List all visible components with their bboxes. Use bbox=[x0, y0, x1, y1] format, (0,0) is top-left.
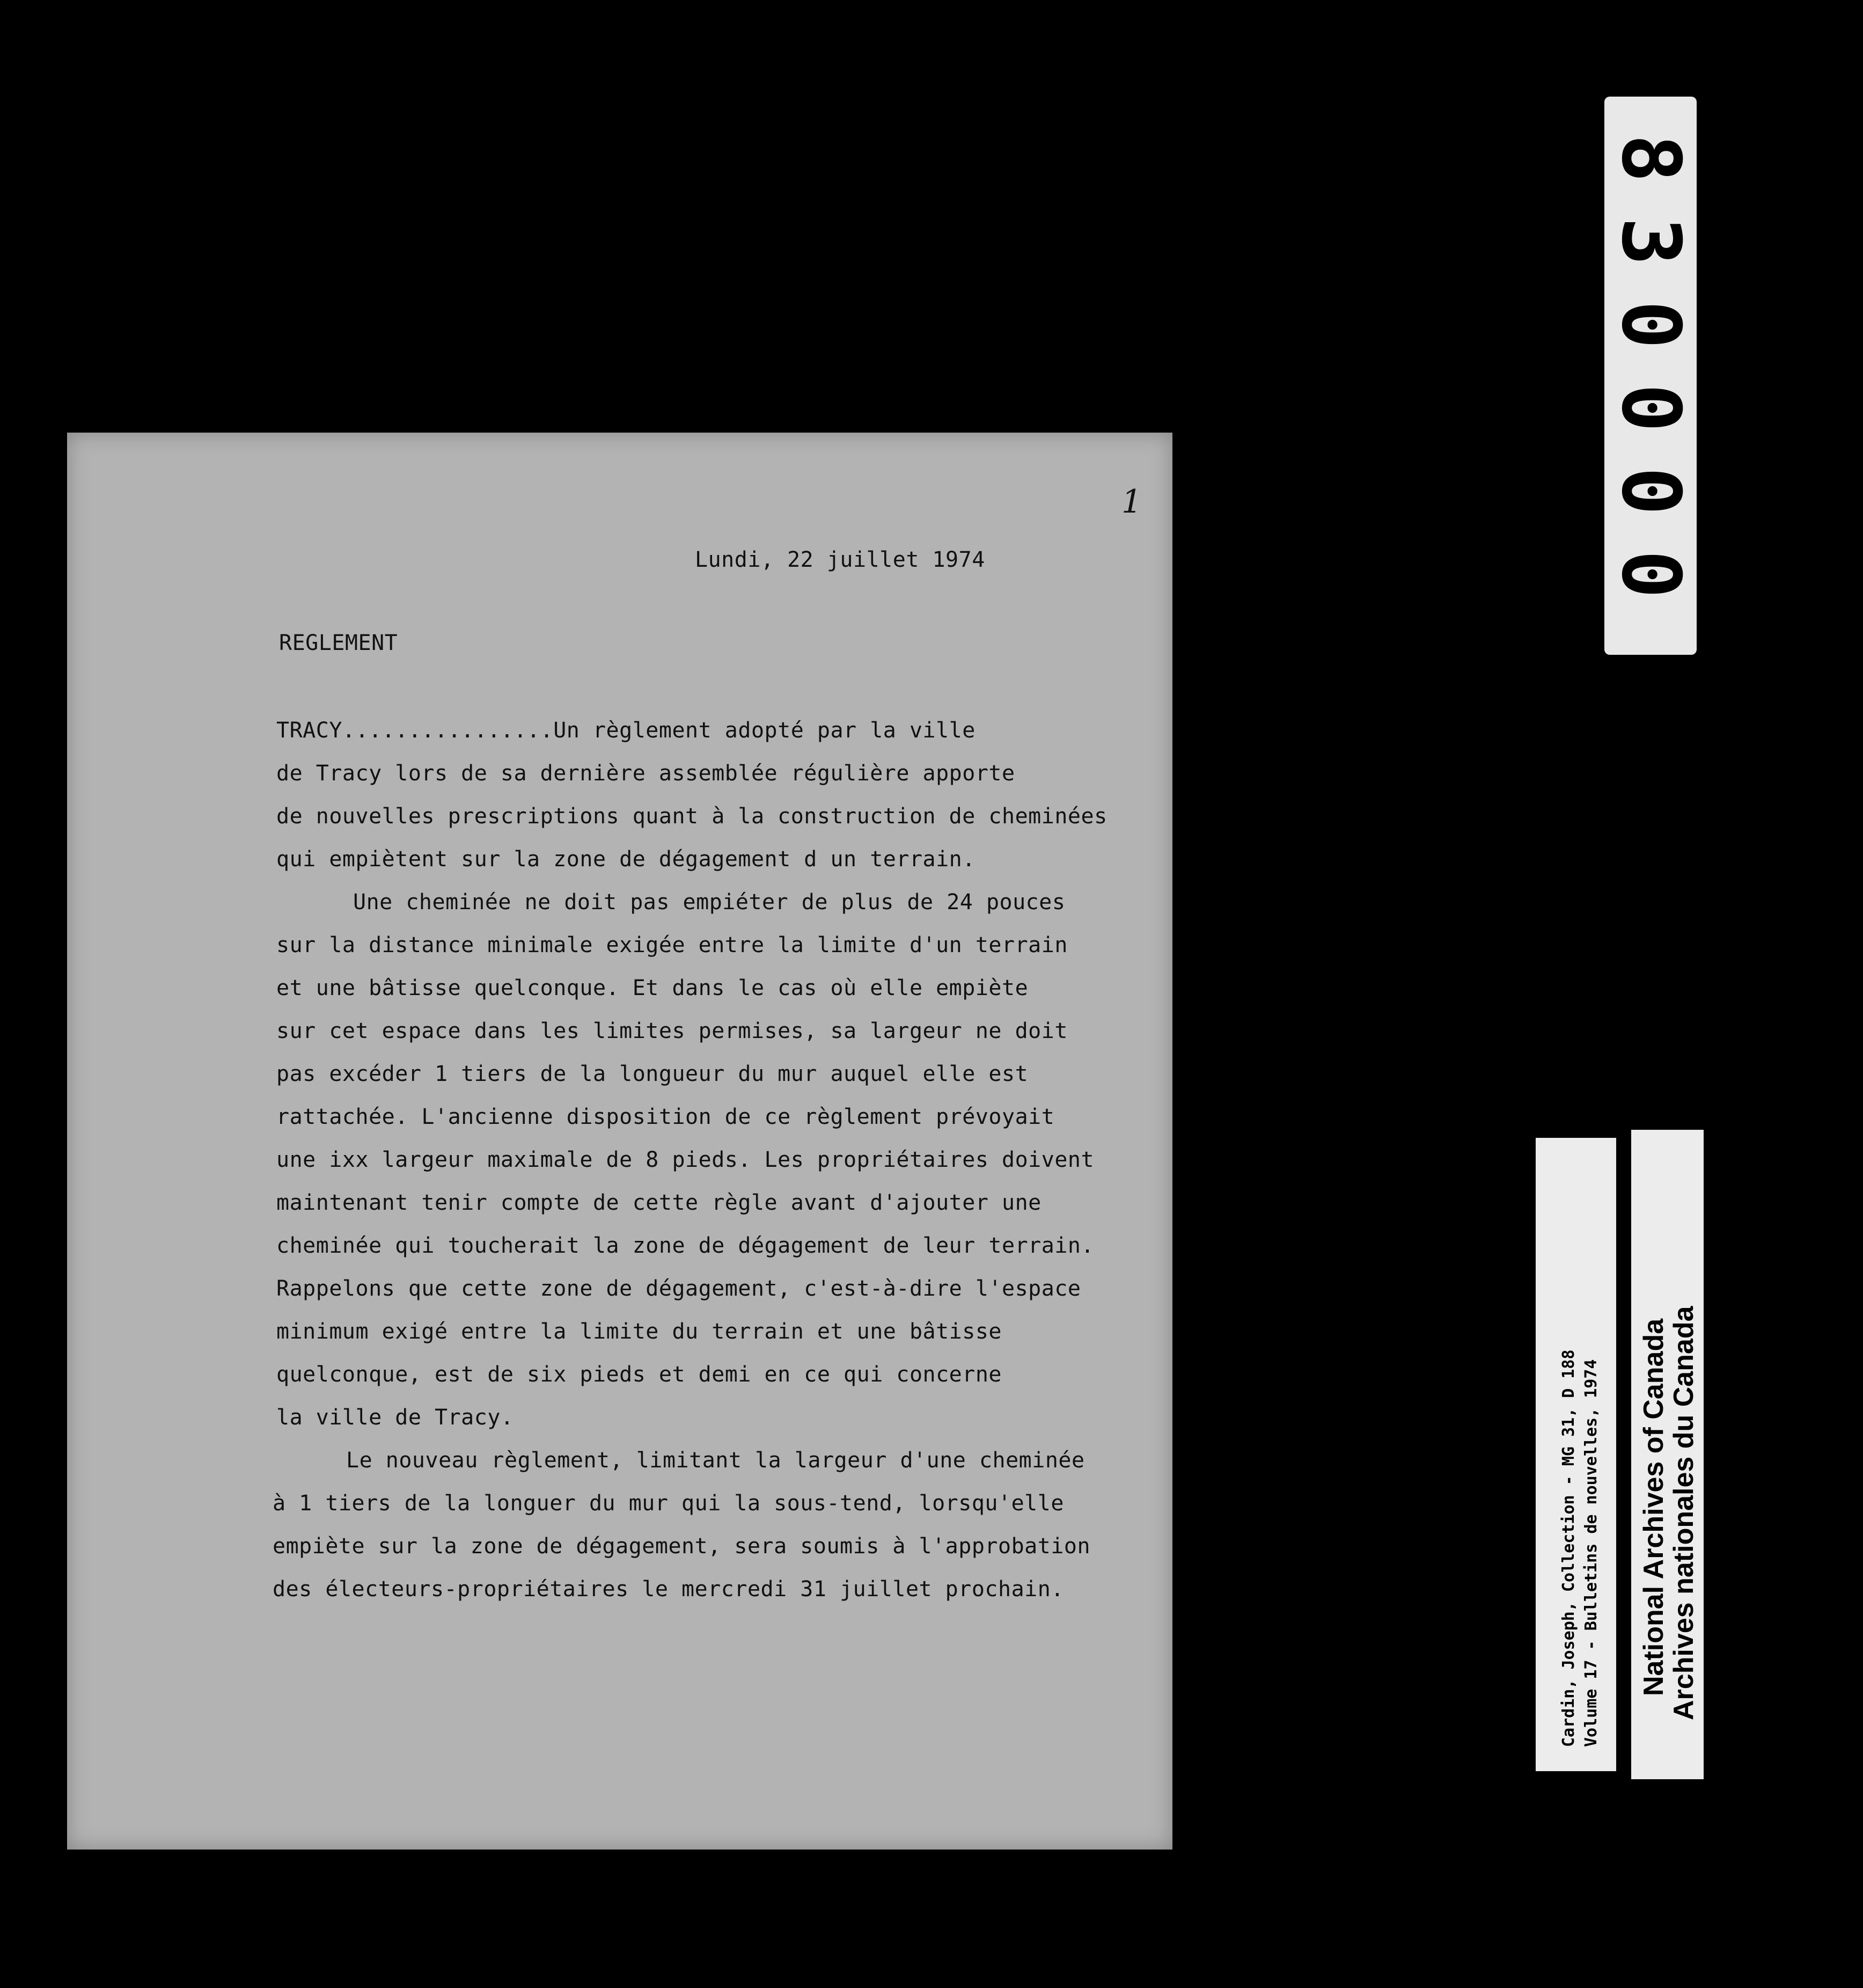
body-line: sur la distance minimale exigée entre la limite d'un terrain bbox=[276, 933, 1068, 958]
institution-label bbox=[1631, 1130, 1704, 1779]
body-line: des électeurs-propriétaires le mercredi 31 juillet prochain. bbox=[273, 1577, 1064, 1602]
body-line: minimum exigé entre la limite du terrain et une bâtisse bbox=[276, 1319, 1002, 1344]
collection-line-2: Volume 17 - Bulletins de nouvelles, 1974 bbox=[1582, 1359, 1601, 1747]
frame-digit: 0 bbox=[1604, 466, 1697, 516]
document-date: Lundi, 22 juillet 1974 bbox=[695, 547, 985, 572]
body-line: Une cheminée ne doit pas empiéter de plus de 24 pouces bbox=[353, 890, 1066, 915]
frame-digit: 0 bbox=[1604, 300, 1697, 349]
body-line: sur cet espace dans les limites permises, sa largeur ne doit bbox=[276, 1019, 1068, 1043]
institution-name-fr: Archives nationales du Canada bbox=[1668, 1306, 1699, 1720]
body-line: la ville de Tracy. bbox=[276, 1405, 514, 1430]
body-line: de Tracy lors de sa dernière assemblée régulière apporte bbox=[276, 761, 1015, 786]
frame-digit: 3 bbox=[1604, 217, 1697, 266]
document-heading: REGLEMENT bbox=[279, 631, 398, 655]
body-line: Rappelons que cette zone de dégagement, c'est-à-dire l'espace bbox=[276, 1276, 1081, 1301]
collection-line-1: Cardin, Joseph, Collection - MG 31, D 188 bbox=[1559, 1349, 1578, 1747]
frame-number-strip bbox=[1604, 97, 1697, 655]
page-number-mark: 1 bbox=[1121, 483, 1142, 521]
body-line: de nouvelles prescriptions quant à la construction de cheminées bbox=[276, 804, 1107, 829]
frame-digit: 8 bbox=[1604, 134, 1697, 183]
body-line: Le nouveau règlement, limitant la largeur d'une cheminée bbox=[346, 1448, 1085, 1473]
collection-label bbox=[1536, 1138, 1616, 1771]
institution-name-en: National Archives of Canada bbox=[1638, 1318, 1669, 1696]
body-line: TRACY................Un règlement adopté par la ville bbox=[276, 718, 975, 743]
frame-digit: 0 bbox=[1604, 550, 1697, 599]
frame-digit: 0 bbox=[1604, 383, 1697, 433]
document-page bbox=[67, 433, 1172, 1850]
body-line: maintenant tenir compte de cette règle avant d'ajouter une bbox=[276, 1190, 1041, 1215]
body-line: pas excéder 1 tiers de la longueur du mur auquel elle est bbox=[276, 1062, 1029, 1086]
body-line: qui empiètent sur la zone de dégagement d un terrain. bbox=[276, 847, 975, 872]
body-line: et une bâtisse quelconque. Et dans le cas où elle empiète bbox=[276, 976, 1029, 1000]
body-line: à 1 tiers de la longuer du mur qui la sous-tend, lorsqu'elle bbox=[273, 1491, 1064, 1516]
body-line: une ixx largeur maximale de 8 pieds. Les propriétaires doivent bbox=[276, 1148, 1095, 1172]
body-line: quelconque, est de six pieds et demi en ce qui concerne bbox=[276, 1362, 1002, 1387]
body-line: empiète sur la zone de dégagement, sera soumis à l'approbation bbox=[273, 1534, 1091, 1559]
body-line: rattachée. L'ancienne disposition de ce règlement prévoyait bbox=[276, 1105, 1055, 1129]
body-line: cheminée qui toucherait la zone de dégagement de leur terrain. bbox=[276, 1233, 1095, 1258]
